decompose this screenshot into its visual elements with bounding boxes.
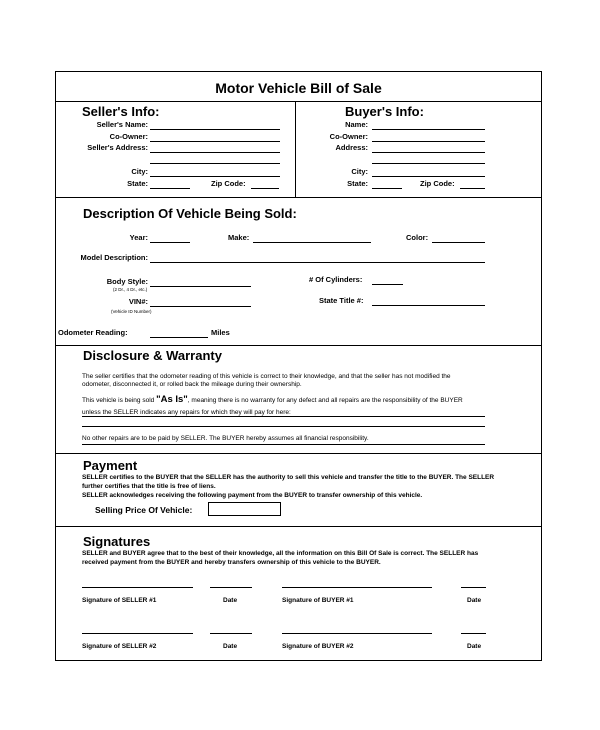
- disclosure-text-1: The seller certifies that the odometer reading of this vehicle is correct to their knowledge, and that the seller has not modified the: [82, 373, 451, 380]
- seller2-date-label: Date: [223, 643, 238, 650]
- repairs-field-2[interactable]: [82, 426, 485, 427]
- seller-state-label: State:: [127, 179, 148, 188]
- payment-text-2: further certifies that the title is free of liens.: [82, 483, 216, 490]
- form-border: [55, 71, 542, 661]
- seller-address-field-2[interactable]: [150, 163, 280, 164]
- buyer-state-field[interactable]: [372, 188, 402, 189]
- buyer-address-field[interactable]: [372, 152, 485, 153]
- seller-heading: Seller's Info:: [82, 104, 160, 119]
- buyer-address-label: Address:: [335, 143, 368, 152]
- payment-text-3: SELLER acknowledges receiving the following payment from the BUYER to transfer ownership of this vehicle.: [82, 492, 423, 499]
- seller2-signature-line[interactable]: [82, 633, 193, 634]
- divider: [82, 444, 485, 445]
- seller-city-label: City:: [131, 167, 148, 176]
- buyer1-date-label: Date: [467, 597, 482, 604]
- divider: [55, 526, 542, 527]
- buyer2-date-line[interactable]: [461, 633, 486, 634]
- selling-price-label: Selling Price Of Vehicle:: [95, 505, 193, 515]
- buyer-city-field[interactable]: [372, 176, 485, 177]
- body-style-label: Body Style:: [106, 277, 148, 286]
- buyer2-date-label: Date: [467, 643, 482, 650]
- seller2-date-line[interactable]: [210, 633, 252, 634]
- miles-label: Miles: [211, 328, 230, 337]
- signatures-text-2: received payment from the BUYER and hereby transfers ownership of this vehicle to the BUYER.: [82, 559, 381, 566]
- seller-co-owner-label: Co-Owner:: [109, 132, 148, 141]
- seller-state-field[interactable]: [150, 188, 190, 189]
- seller-name-field[interactable]: [150, 129, 280, 130]
- disclosure-heading: Disclosure & Warranty: [83, 348, 222, 363]
- color-field[interactable]: [432, 242, 485, 243]
- divider: [55, 345, 542, 346]
- buyer-state-label: State:: [347, 179, 368, 188]
- buyer-co-owner-label: Co-Owner:: [329, 132, 368, 141]
- disclosure-text-3: [82, 395, 463, 405]
- buyer-city-label: City:: [351, 167, 368, 176]
- buyer-heading: Buyer's Info:: [345, 104, 424, 119]
- seller1-date-label: Date: [223, 597, 238, 604]
- seller-address-field[interactable]: [150, 152, 280, 153]
- divider: [55, 101, 542, 102]
- seller-name-label: Seller's Name:: [96, 120, 148, 129]
- vin-hint: (Vehicle ID Number): [111, 309, 152, 314]
- buyer-zip-field[interactable]: [460, 188, 485, 189]
- buyer1-date-line[interactable]: [461, 587, 486, 588]
- buyer-co-owner-field[interactable]: [372, 141, 485, 142]
- vehicle-heading: Description Of Vehicle Being Sold:: [83, 206, 297, 221]
- seller-zip-label: Zip Code:: [211, 179, 246, 188]
- year-label: Year:: [129, 233, 148, 242]
- buyer-zip-label: Zip Code:: [420, 179, 455, 188]
- divider: [55, 197, 542, 198]
- selling-price-field[interactable]: [208, 502, 281, 516]
- divider: [55, 453, 542, 454]
- seller2-signature-label: Signature of SELLER #2: [82, 643, 157, 650]
- buyer1-signature-line[interactable]: [282, 587, 432, 588]
- odometer-label: Odometer Reading:: [58, 328, 128, 337]
- seller-zip-field[interactable]: [251, 188, 279, 189]
- as-is-pre: This vehicle is being sold: [82, 397, 157, 404]
- odometer-field[interactable]: [150, 337, 208, 338]
- as-is-post: , meaning there is no warranty for any defect and all repairs are the responsibility of the BUYER: [187, 397, 463, 404]
- cylinders-label: # Of Cylinders:: [309, 275, 363, 284]
- year-field[interactable]: [150, 242, 190, 243]
- buyer-address-field-2[interactable]: [372, 163, 485, 164]
- make-label: Make:: [228, 233, 250, 242]
- signatures-heading: Signatures: [83, 534, 151, 549]
- disclosure-text-4: unless the SELLER indicates any repairs for which they will pay for here:: [82, 409, 291, 416]
- model-field[interactable]: [150, 262, 485, 263]
- seller-city-field[interactable]: [150, 176, 280, 177]
- body-style-hint: (2 Dr., 4 Dr., etc.): [113, 287, 148, 292]
- buyer1-signature-label: Signature of BUYER #1: [282, 597, 354, 604]
- seller-address-label: Seller's Address:: [87, 143, 148, 152]
- buyer-name-label: Name:: [345, 120, 368, 129]
- buyer2-signature-label: Signature of BUYER #2: [282, 643, 354, 650]
- payment-heading: Payment: [83, 458, 138, 473]
- payment-text-1: SELLER certifies to the BUYER that the SELLER has the authority to sell this vehicle and transfer the title to the BUYER. The SELLER: [82, 474, 495, 481]
- seller1-signature-label: Signature of SELLER #1: [82, 597, 157, 604]
- repairs-field[interactable]: [82, 416, 485, 417]
- disclosure-text-2: odometer, disconnected it, or rolled back the mileage during their ownership.: [82, 381, 302, 388]
- cylinders-field[interactable]: [372, 284, 403, 285]
- color-label: Color:: [406, 233, 429, 242]
- seller1-date-line[interactable]: [210, 587, 252, 588]
- make-field[interactable]: [253, 242, 371, 243]
- buyer2-signature-line[interactable]: [282, 633, 432, 634]
- divider: [295, 101, 296, 197]
- seller1-signature-line[interactable]: [82, 587, 193, 588]
- signatures-text-1: SELLER and BUYER agree that to the best of their knowledge, all the information on this Bill Of Sale is correct. The SELLER has: [82, 550, 479, 557]
- state-title-label: State Title #:: [319, 296, 364, 305]
- body-style-field[interactable]: [150, 286, 251, 287]
- as-is-emphasis: "As Is": [156, 394, 188, 405]
- form-title: Motor Vehicle Bill of Sale: [215, 80, 382, 96]
- buyer-name-field[interactable]: [372, 129, 485, 130]
- state-title-field[interactable]: [372, 305, 485, 306]
- model-label: Model Description:: [80, 253, 148, 262]
- seller-co-owner-field[interactable]: [150, 141, 280, 142]
- vin-field[interactable]: [150, 306, 251, 307]
- vin-label: VIN#:: [128, 297, 148, 306]
- disclosure-text-5: No other repairs are to be paid by SELLER. The BUYER hereby assumes all financial responsibility.: [82, 435, 369, 442]
